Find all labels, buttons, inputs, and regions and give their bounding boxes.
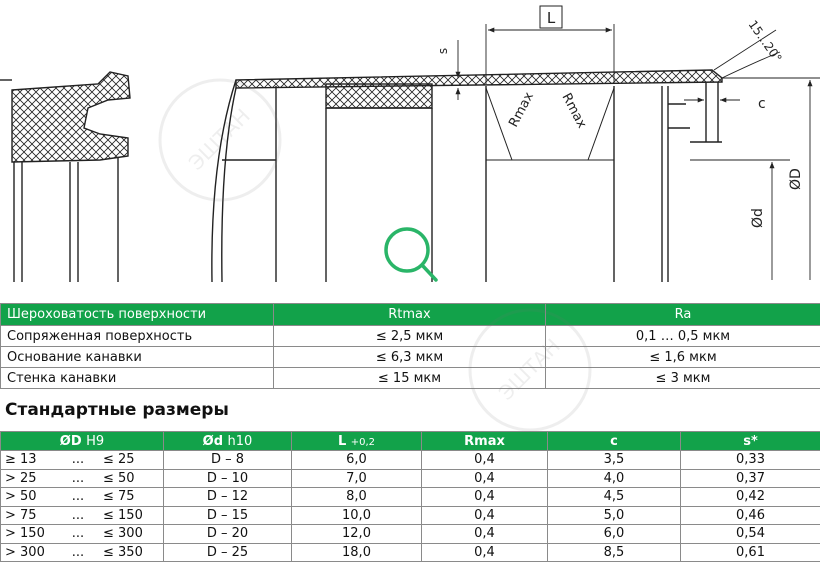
housing-wall	[236, 70, 722, 88]
roughness-ra: 0,1 … 0,5 мкм	[546, 326, 820, 347]
cell-s: 0,37	[681, 469, 820, 488]
dimension-lines	[458, 24, 820, 280]
roughness-header-surface: Шероховатость поверхности	[1, 304, 274, 326]
roughness-ra: ≤ 3 мкм	[546, 368, 820, 389]
roughness-header-rtmax: Rtmax	[274, 304, 546, 326]
header-c: c	[548, 432, 681, 451]
cell-s: 0,54	[681, 525, 820, 544]
header-s: s*	[681, 432, 820, 451]
cell-rmax: 0,4	[422, 506, 548, 525]
roughness-rtmax: ≤ 15 мкм	[274, 368, 546, 389]
table-row	[1, 525, 820, 544]
dim-c-label: c	[758, 96, 766, 112]
svg-text:ЭШТАН: ЭШТАН	[183, 103, 255, 175]
cell-s: 0,46	[681, 506, 820, 525]
cell-s: 0,33	[681, 451, 820, 470]
cell-D-range: > 75 ... ≤ 150	[1, 506, 164, 525]
roughness-header-row	[1, 304, 820, 326]
cell-rmax: 0,4	[422, 469, 548, 488]
cell-D-range: > 150 ... ≤ 300	[1, 525, 164, 544]
table-row	[1, 543, 820, 562]
cell-d: D – 8	[164, 451, 292, 470]
roughness-table	[0, 303, 820, 389]
installation-view	[212, 70, 722, 282]
dim-s-label: s	[436, 47, 450, 55]
table-row	[1, 368, 820, 389]
seal-profile	[12, 72, 130, 162]
roughness-surface: Основание канавки	[1, 347, 274, 368]
header-D: ØD H9	[1, 432, 164, 451]
cell-d: D – 15	[164, 506, 292, 525]
cell-c: 6,0	[548, 525, 681, 544]
cell-c: 3,5	[548, 451, 681, 470]
table-row	[1, 488, 820, 507]
dim-D-label: ØD	[788, 168, 804, 190]
dim-l-label: L	[546, 9, 556, 27]
cell-c: 8,5	[548, 543, 681, 562]
table-row	[1, 451, 820, 470]
cell-rmax: 0,4	[422, 525, 548, 544]
sizes-header-row	[1, 432, 820, 451]
cell-D-range: ≥ 13 ... ≤ 25	[1, 451, 164, 470]
header-L: L +0,2	[292, 432, 422, 451]
cell-s: 0,61	[681, 543, 820, 562]
section-title: Стандартные размеры	[5, 400, 229, 420]
table-row	[1, 506, 820, 525]
cell-L: 8,0	[292, 488, 422, 507]
header-rmax: Rmax	[422, 432, 548, 451]
cell-D-range: > 50 ... ≤ 75	[1, 488, 164, 507]
table-row	[1, 326, 820, 347]
cell-rmax: 0,4	[422, 543, 548, 562]
cell-L: 10,0	[292, 506, 422, 525]
standard-sizes-table	[0, 431, 820, 562]
installed-seal	[326, 84, 432, 108]
header-d: Ød h10	[164, 432, 292, 451]
roughness-surface: Сопряженная поверхность	[1, 326, 274, 347]
cell-c: 5,0	[548, 506, 681, 525]
table-row	[1, 469, 820, 488]
dim-d-label: Ød	[750, 208, 766, 228]
cell-d: D – 12	[164, 488, 292, 507]
seal-section-view	[0, 72, 130, 282]
rmax-label-right: Rmax	[558, 90, 590, 131]
roughness-rtmax: ≤ 6,3 мкм	[274, 347, 546, 368]
cell-L: 18,0	[292, 543, 422, 562]
cell-L: 6,0	[292, 451, 422, 470]
cell-c: 4,0	[548, 469, 681, 488]
svg-text:ЭШТАН: ЭШТАН	[493, 333, 565, 405]
cell-D-range: > 300 ... ≤ 350	[1, 543, 164, 562]
roughness-header-ra: Ra	[546, 304, 820, 326]
roughness-rtmax: ≤ 2,5 мкм	[274, 326, 546, 347]
cell-L: 7,0	[292, 469, 422, 488]
cell-s: 0,42	[681, 488, 820, 507]
roughness-ra: ≤ 1,6 мкм	[546, 347, 820, 368]
rmax-label-left: Rmax	[506, 89, 538, 130]
cell-c: 4,5	[548, 488, 681, 507]
cell-d: D – 20	[164, 525, 292, 544]
cell-d: D – 10	[164, 469, 292, 488]
cell-d: D – 25	[164, 543, 292, 562]
angle-label: 15...20°	[745, 17, 785, 66]
cell-rmax: 0,4	[422, 451, 548, 470]
table-row	[1, 347, 820, 368]
cell-L: 12,0	[292, 525, 422, 544]
zoom-icon[interactable]	[386, 229, 436, 280]
cell-rmax: 0,4	[422, 488, 548, 507]
roughness-surface: Стенка канавки	[1, 368, 274, 389]
cell-D-range: > 25 ... ≤ 50	[1, 469, 164, 488]
